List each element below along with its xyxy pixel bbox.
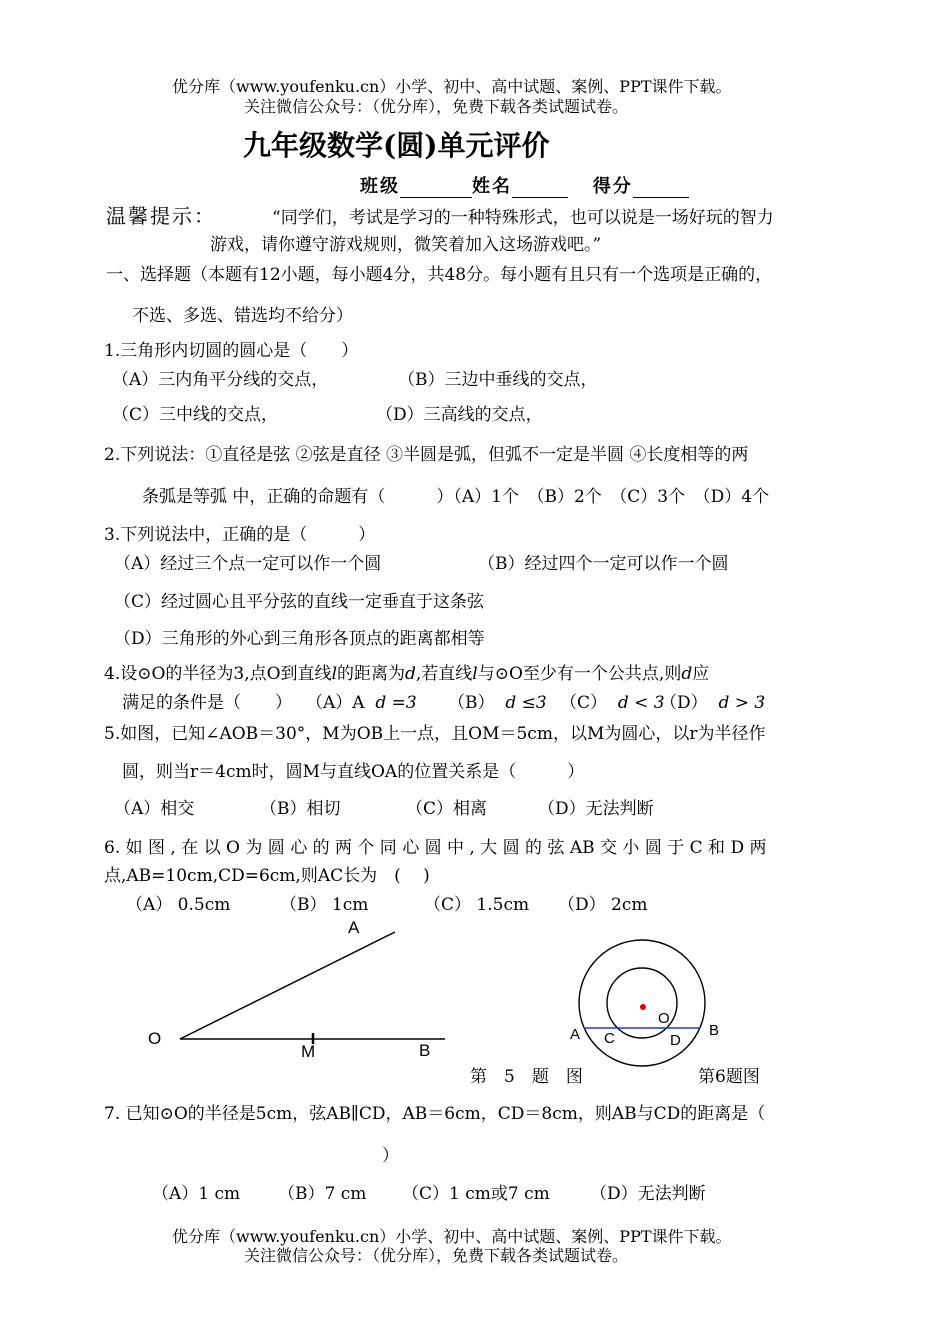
q3-option-d[interactable]: （D）三角形的外心到三角形各顶点的距离都相等 bbox=[114, 629, 485, 649]
q4-var-d-2: d bbox=[681, 664, 693, 684]
big-circle bbox=[579, 940, 705, 1066]
q3-stem: 3.下列说法中，正确的是（ ） bbox=[104, 525, 376, 545]
q7-option-a[interactable]: （A）1 cm bbox=[152, 1184, 241, 1204]
fig5-label-o: O bbox=[148, 1029, 162, 1048]
fig5-caption: 第 5 题 图 bbox=[470, 1067, 583, 1087]
q4-option-b-expr: d ≤3 bbox=[505, 693, 547, 713]
section-heading-line-2: 不选、多选、错选均不给分） bbox=[132, 306, 353, 326]
tip-label: 温馨提示： bbox=[106, 204, 216, 228]
q4-var-l-2: l bbox=[472, 664, 478, 684]
q4-line-1 bbox=[104, 663, 709, 685]
fig6-label-o: O bbox=[658, 1010, 670, 1027]
q4-text-4: 与⊙O至少有一个公共点,则 bbox=[477, 664, 682, 684]
q7-option-d[interactable]: （D）无法判断 bbox=[590, 1184, 706, 1204]
score-label: 得分 bbox=[592, 176, 633, 197]
q5-option-a[interactable]: （A）相交 bbox=[114, 799, 195, 819]
q4-var-d: d bbox=[405, 664, 416, 684]
q4-option-a-expr: d =3 bbox=[375, 693, 417, 713]
q4-option-c-expr: d < 3 bbox=[617, 693, 665, 713]
student-info bbox=[360, 176, 689, 198]
q6-line-1: 6. 如 图 , 在 以 O 为 圆 心 的 两 个 同 心 圆 中 , 大 圆 的 弦 AB 交 小 圆 于 C 和 D 两 bbox=[104, 838, 767, 858]
class-blank[interactable] bbox=[400, 179, 472, 198]
q6-option-a[interactable]: （A） 0.5cm bbox=[126, 895, 231, 915]
q5-line-2: 圆，则当r＝4cm时，圆M与直线OA的位置关系是（ ） bbox=[122, 762, 585, 782]
q1-option-a[interactable]: （A）三内角平分线的交点， bbox=[112, 370, 329, 390]
fig5-label-a: A bbox=[348, 918, 360, 937]
q4-option-a-label: （A）A bbox=[306, 693, 365, 713]
fig6-label-d: D bbox=[670, 1032, 681, 1049]
q6-line-2: 点,AB=10cm,CD=6cm,则AC长为 ( ) bbox=[104, 866, 430, 886]
fig5-label-m: M bbox=[301, 1042, 316, 1061]
header-line-2: 关注微信公众号：（优分库），免费下载各类试题试卷。 bbox=[244, 97, 629, 116]
q4-option-c-label: （C） bbox=[560, 693, 608, 713]
q7-line-2: ） bbox=[382, 1146, 399, 1166]
name-label: 姓名 bbox=[472, 176, 512, 197]
fig5-label-b: B bbox=[419, 1041, 431, 1060]
center-point bbox=[640, 1004, 646, 1010]
q7-option-c[interactable]: （C）1 cm或7 cm bbox=[402, 1184, 550, 1204]
q5-option-c[interactable]: （C）相离 bbox=[406, 799, 488, 819]
ray-oa bbox=[180, 932, 395, 1039]
q5-line-1: 5.如图，已知∠AOB＝30°，M为OB上一点，且OM＝5cm，以M为圆心，以r为半径作 bbox=[104, 724, 766, 744]
q4-line-2: 满足的条件是（ ） bbox=[122, 693, 292, 713]
section-heading-line-1: 一、选择题（本题有12小题，每小题4分，共48分。每小题有且只有一个选项是正确的， bbox=[106, 265, 773, 285]
q1-stem: 1.三角形内切圆的圆心是（ ） bbox=[104, 341, 359, 361]
q4-text-3: ,若直线 bbox=[415, 664, 473, 684]
fig6-label-c: C bbox=[604, 1030, 615, 1047]
q4-text-2: 的距离为 bbox=[337, 664, 405, 684]
q3-option-c[interactable]: （C）经过圆心且平分弦的直线一定垂直于这条弦 bbox=[114, 592, 485, 612]
q7-line-1: 7. 已知⊙O的半径是5cm，弦AB∥CD，AB＝6cm，CD＝8cm，则AB与CD的距离是（ bbox=[104, 1104, 766, 1124]
class-label: 班级 bbox=[360, 176, 400, 197]
q4-option-a[interactable] bbox=[306, 692, 417, 714]
q4-option-d-label: （D） bbox=[660, 693, 708, 713]
q1-option-c[interactable]: （C）三中线的交点， bbox=[112, 405, 279, 425]
q3-option-a[interactable]: （A）经过三个点一定可以作一个圆 bbox=[114, 554, 382, 574]
q4-option-b[interactable] bbox=[448, 692, 547, 714]
figure-6 bbox=[560, 935, 750, 1075]
q4-text-5: 应 bbox=[692, 664, 710, 684]
q6-option-c[interactable]: （C） 1.5cm bbox=[424, 895, 530, 915]
q4-text-1: 4.设⊙O的半径为3,点O到直线 bbox=[104, 664, 332, 684]
fig6-caption: 第6题图 bbox=[698, 1067, 760, 1087]
q4-option-d[interactable] bbox=[660, 692, 765, 714]
q4-var-l: l bbox=[331, 664, 337, 684]
q6-option-b[interactable]: （B） 1cm bbox=[280, 895, 369, 915]
q1-option-d[interactable]: （D）三高线的交点， bbox=[376, 405, 543, 425]
score-blank[interactable] bbox=[633, 179, 689, 198]
q5-option-b[interactable]: （B）相切 bbox=[260, 799, 341, 819]
header-line-1: 优分库（www.youfenku.cn）小学、初中、高中试题、案例、PPT课件下载。 bbox=[172, 77, 732, 96]
q3-option-b[interactable]: （B）经过四个一定可以作一个圆 bbox=[478, 554, 729, 574]
fig6-label-a: A bbox=[570, 1026, 581, 1043]
tip-line-1: “同学们，考试是学习的一种特殊形式，也可以说是一场好玩的智力 bbox=[272, 208, 774, 228]
q4-option-c[interactable] bbox=[560, 692, 665, 714]
q5-option-d[interactable]: （D）无法判断 bbox=[538, 799, 654, 819]
figure-5 bbox=[140, 912, 460, 1072]
footer-line-1: 优分库（www.youfenku.cn）小学、初中、高中试题、案例、PPT课件下载。 bbox=[172, 1227, 732, 1246]
q6-option-d[interactable]: （D） 2cm bbox=[558, 895, 648, 915]
footer-line-2: 关注微信公众号：（优分库），免费下载各类试题试卷。 bbox=[244, 1246, 629, 1265]
q2-line-2: 条弧是等弧 中，正确的命题有（ ）（A）1个 （B）2个 （C）3个 （D）4个 bbox=[142, 487, 770, 507]
q4-option-d-expr: d > 3 bbox=[718, 693, 766, 713]
tip-line-2: 游戏，请你遵守游戏规则，微笑着加入这场游戏吧。” bbox=[210, 235, 602, 255]
page-title: 九年级数学(圆)单元评价 bbox=[243, 129, 550, 162]
name-blank[interactable] bbox=[512, 179, 568, 198]
q1-option-b[interactable]: （B）三边中垂线的交点， bbox=[398, 370, 598, 390]
q2-line-1: 2.下列说法：①直径是弦 ②弦是直径 ③半圆是弧，但弧不一定是半圆 ④长度相等的两 bbox=[104, 445, 749, 465]
q4-option-b-label: （B） bbox=[448, 693, 495, 713]
q7-option-b[interactable]: （B）7 cm bbox=[278, 1184, 367, 1204]
fig6-label-b: B bbox=[709, 1022, 720, 1039]
